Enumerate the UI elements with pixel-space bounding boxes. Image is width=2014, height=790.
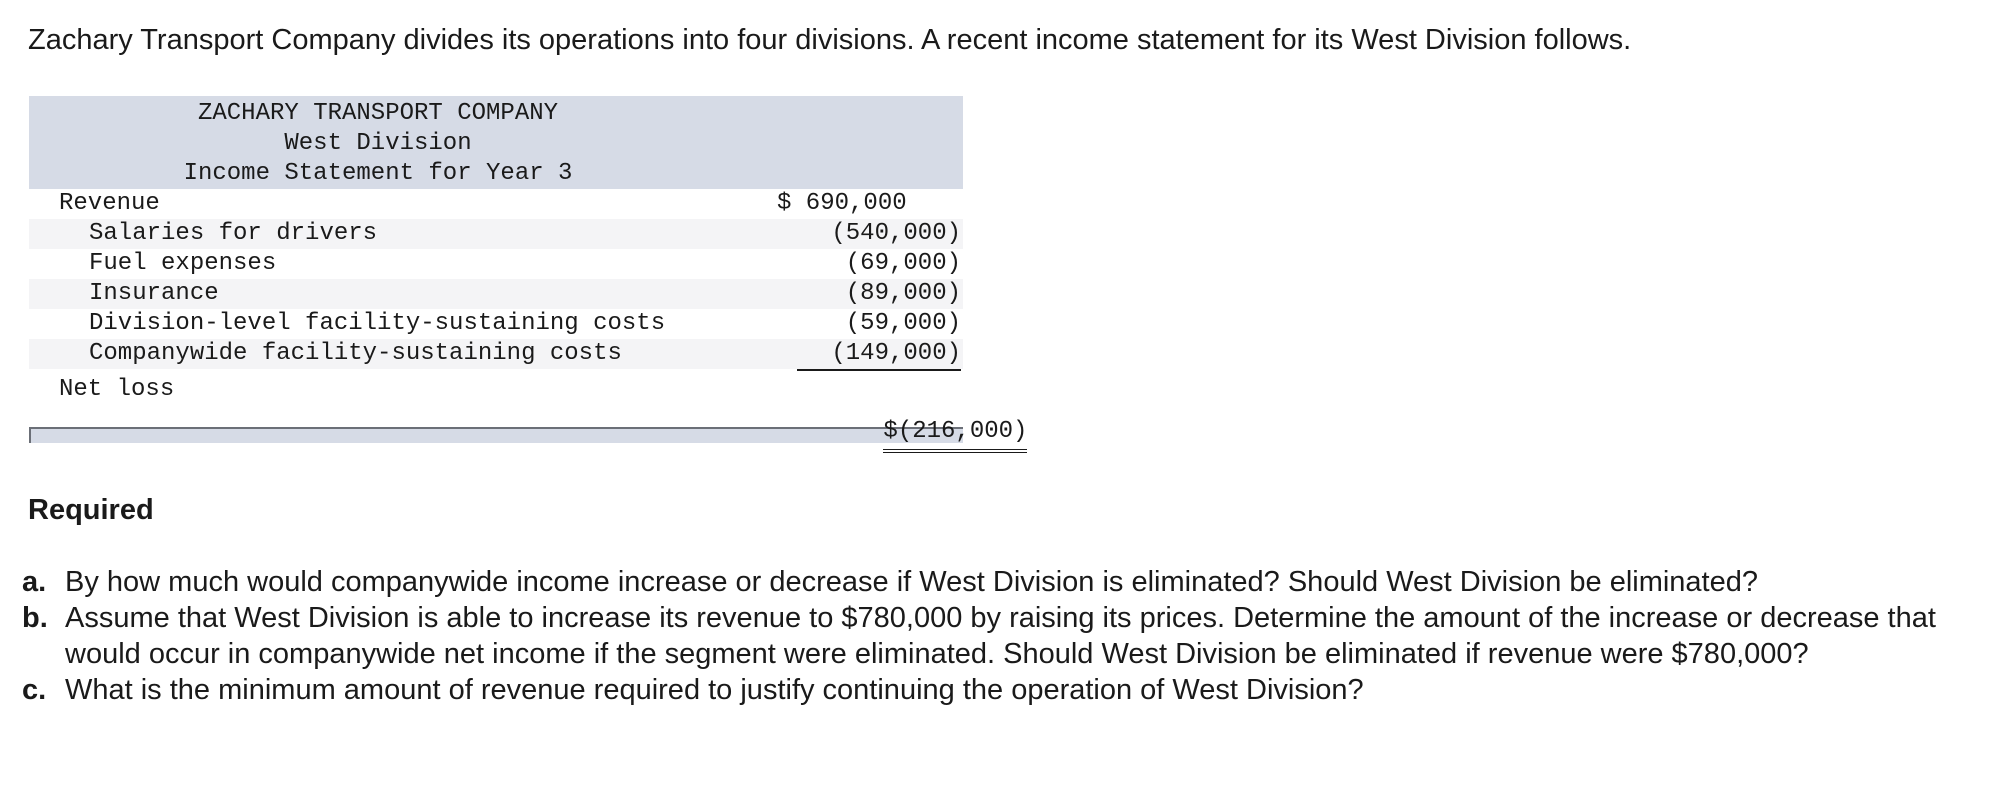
required-heading: Required (28, 494, 154, 526)
row-amount: (59,000) (845, 310, 961, 337)
question-text: By how much would companywide income increase or decrease if West Division is eliminated? Should West Division be eliminated? (65, 566, 1759, 598)
company-name: ZACHARY TRANSPORT COMPANY (197, 100, 559, 127)
question-text: What is the minimum amount of revenue required to justify continuing the operation of West Division? (65, 674, 1364, 706)
table-row (29, 279, 963, 309)
net-loss-row (29, 369, 1028, 445)
table-row (29, 219, 963, 249)
row-amount: (69,000) (845, 250, 961, 277)
row-amount: (149,000) (797, 339, 961, 371)
question-item (22, 672, 1982, 708)
row-label: Insurance (89, 280, 219, 307)
division-name: West Division (284, 130, 472, 157)
row-label: Salaries for drivers (89, 220, 378, 247)
intro-text: Zachary Transport Company divides its operations into four divisions. A recent income statement for its West Division follows. (28, 24, 1632, 56)
row-label: Division-level facility-sustaining costs (89, 310, 666, 337)
table-row (29, 249, 963, 279)
income-statement-table (29, 96, 1028, 445)
row-label: Fuel expenses (89, 250, 277, 277)
row-amount: $ 690,000 (777, 190, 907, 217)
row-amount: (89,000) (845, 280, 961, 307)
row-amount: (540,000) (831, 220, 961, 247)
question-label: c. (22, 674, 47, 706)
net-loss-amount: $(216,000) (883, 417, 1027, 453)
question-list (22, 564, 1982, 708)
question-label: b. (22, 602, 48, 634)
revenue-row (29, 189, 963, 219)
row-label: Revenue (59, 190, 160, 217)
row-label: Net loss (59, 376, 175, 403)
statement-header (29, 96, 963, 189)
question-text: Assume that West Division is able to increase its revenue to $780,000 by raising its prices. Determine the amount of the increase or decrease that would occur in companywide net income if the segment were eliminated. Should West Division be eliminated if revenue were $780,000? (65, 602, 1936, 670)
table-row (29, 309, 963, 339)
row-amount (797, 369, 1028, 495)
statement-title: Income Statement for Year 3 (183, 160, 573, 187)
table-row (29, 339, 963, 369)
question-label: a. (22, 566, 47, 598)
question-item (22, 600, 1982, 672)
row-label: Companywide facility-sustaining costs (89, 340, 622, 367)
question-item (22, 564, 1982, 600)
